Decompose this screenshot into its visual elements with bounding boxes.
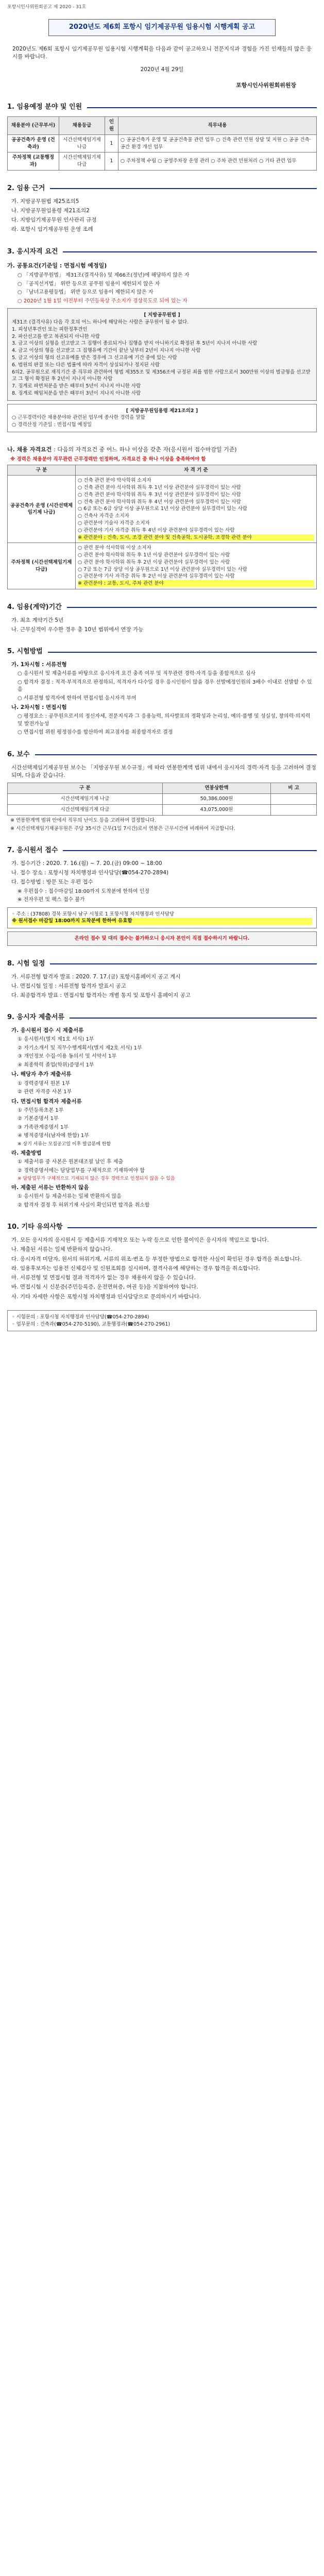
cell-grade: 시간선택제임기제 나급: [59, 134, 105, 152]
section-1-heading: [7, 103, 317, 112]
cell-grade: 시간선택제임기제 나급: [8, 793, 163, 804]
req-item: ○ 건축 관련 분야 박사학위 소지자: [78, 478, 151, 484]
deadline-highlight: ※ 원서접수 마감일 18:00까지 도착분에 한하여 유효함: [12, 918, 312, 925]
schedule-line: 다. 최종합격자 발표 : 면접시험 합격자는 개별 통지 및 포항시 홈페이지 공고: [11, 992, 191, 999]
law-line: 5. 금고 이상의 형의 선고유예를 받은 경우에 그 선고유예 기간 중에 있는 사람: [12, 355, 177, 361]
law-line: 7. 징계로 파면처분을 받은 때부터 5년이 지나지 아니한 사람: [12, 383, 141, 389]
salary-table: [7, 783, 317, 815]
law-line: 4. 금고 이상의 형을 선고받고 그 집행유예 기간이 끝난 날부터 2년이 지나지 아니한 사람: [12, 348, 201, 354]
ordinance-box-title: [ 지방공무원임용령 제21조의2 ]: [126, 408, 198, 414]
notice-line: 라. 임용후보자는 임용전 신체검사 및 신원조회를 실시하며, 결격사유에 해당하는 경우 합격을 취소합니다.: [11, 1265, 260, 1272]
cell-count: 1: [105, 152, 118, 171]
doc-group-a-heading: 가. 응시원서 접수 시 제출서류: [11, 1027, 84, 1034]
intro-text: 2020년도 제6회 포항시 임기제공무원 임용시험 시행계획을 다음과 같이 공고하오니 전문지식과 경험을 가진 인재들의 많은 응시를 바랍니다.: [12, 45, 312, 60]
exam-line: ○ 응시원서 및 제출서류를 바탕으로 응시자격 요건 충족 여부 및 직무관련 경력·자격 등을 종합적으로 심사: [18, 671, 256, 677]
section-4-heading: [7, 603, 317, 613]
doc-item: ① 주민등록초본 1부: [18, 1107, 64, 1113]
exam-line: ○ 서류전형 합격자에 한하여 면접시험 응시자격 부여: [18, 695, 137, 701]
section-5-heading: [7, 647, 317, 657]
req-item: ○ 7급 또는 7급 상당 이상 공무원으로 1년 이상 관련분야 실무경력이 있는 사람: [78, 566, 247, 572]
section-10-title: 10. 기타 유의사항: [7, 1223, 63, 1231]
doc-item: ① 응시원서(별지 제1호 서식) 1부: [18, 1037, 94, 1043]
cell-grade: 시간선택제임기제 다급: [8, 804, 163, 815]
doc-item: ① 제출서류 중 사본은 원본대조필 날인 후 제출: [18, 1159, 124, 1165]
section-8-heading: [7, 959, 317, 969]
qualification-note: ※ 경력은 채용분야 직무관련 근무경력만 인정하며, 자격요건 중 하나 이상을 충족하여야 함: [10, 456, 206, 462]
req-item: ○ 건축 관련 분야 석사학위 취득 후 1년 이상 관련분야 실무경력이 있는 사람: [78, 485, 241, 491]
notice-line: 다. 응시자격 미달자, 원서의 허위기재, 서류의 위조·변조 등 부정한 방법으로 합격한 사실이 확인된 경우 합격을 취소합니다.: [11, 1256, 302, 1262]
req-item: ○ 관련 분야 학사학위 취득 후 1년 이상 관련분야 실무경력이 있는 사람: [78, 552, 230, 558]
table-row: [8, 793, 317, 804]
cell-field: 주차정책 (시간선택제임기제 다급): [8, 543, 76, 589]
doc-item: ① 응시원서 등 제출서류는 일체 반환하지 않음: [18, 1194, 122, 1200]
req-item: ○ 관련 분야 학사학위 취득 후 2년 이상 관련분야 실무경력이 있는 사람: [78, 559, 230, 565]
table-row: [8, 152, 317, 171]
cell-grade: 시간선택제임기제 다급: [59, 152, 105, 171]
doc-number: 포항시인사위원회공고 제 2020 - 31호: [7, 5, 87, 10]
schedule-line: 가. 서류전형 합격자 발표 : 2020. 7. 17.(금) 포항시홈페이지 공고 게시: [11, 973, 181, 980]
notice-line: 나. 제출된 서류는 일체 반환하지 않습니다.: [11, 1246, 112, 1253]
doc-group-e-heading: 마. 제출된 서류는 반환하지 않음: [11, 1184, 89, 1191]
exam-line: ○ 합격자 결정 : 적격·부적격으로 판정하되, 적격자가 다수일 경우 응시인원이 많을 경우 선발예정인원의 3배수 이내로 선발할 수 있음: [18, 679, 312, 693]
req-item: ○ 관련분야 기사 자격증 취득 후 2년 이상 관련분야 실무경력이 있는 사람: [78, 573, 235, 580]
req-item: ○ 관련분야 기사 자격증 취득 후 4년 이상 관련분야 실무경력이 있는 사람: [78, 527, 235, 533]
doc-item: ② 기본증명서 1부: [18, 1116, 59, 1122]
exam-step2-heading: 나. 2차시험 : 면접시험: [11, 704, 67, 711]
salary-note: ※ 시간선택제임기제공무원은 주당 35시간 근무(1일 7시간)로서 연봉은 근무시간에 비례하여 지급합니다.: [10, 826, 235, 832]
table-row: [8, 134, 317, 152]
req-item: ○ 건축 관련 분야 학사학위 취득 후 3년 이상 관련분야 실무경력이 있는 사람: [78, 492, 241, 498]
col-header: 채용등급: [59, 117, 105, 135]
receipt-line: 가. 접수기간 : 2020. 7. 16.(월) ~ 7. 20.(금) 09:00 ~ 18:00: [11, 860, 162, 867]
cell-duty: ○ 주차정책 수립 ○ 공영주차장 운영 관리 ○ 주차 관련 민원처리 ○ 기타 관련 업무: [118, 152, 316, 171]
section-10-heading: [7, 1223, 317, 1232]
req-item: ○ 6급 또는 6급 상당 이상 공무원으로 1년 이상 관련분야 실무경력이 있는 사람: [78, 506, 247, 512]
col-header: 자 격 기 준: [76, 465, 317, 476]
receipt-subline: ※ 우편접수 : 접수마감일 18:00까지 도착분에 한하여 인정: [18, 888, 150, 894]
page-title: 2020년도 제6회 포항시 임기제공무원 임용시험 시행계획 공고: [48, 19, 276, 36]
receipt-line: 다. 접수방법 : 방문 또는 우편 접수: [11, 879, 93, 886]
term-line: 가. 최초 계약기간 5년: [11, 617, 64, 623]
exam-line: ○ 평정요소 : 공무원으로서의 정신자세, 전문지식과 그 응용능력, 의사발표의 정확성과 논리성, 예의·품행 및 성실성, 창의력·의지력 및 발전가능성: [18, 714, 311, 727]
exam-step1-heading: 가. 1차시험 : 서류전형: [11, 661, 67, 668]
section-7-title: 7. 응시원서 접수: [7, 846, 58, 855]
positions-table: [7, 116, 317, 171]
law-line: 6의2. 공무원으로 재직기간 중 직무와 관련하여 형법 제355조 및 제356조에 규정된 죄를 범한 사람으로서 300만원 이상의 벌금형을 선고받고 그 형이 확정된 후 2년이 지나지 아니한 사람: [12, 369, 311, 382]
cell-note: [271, 804, 317, 815]
doc-item: ④ 병적증명서(남자에 한함) 1부: [18, 1133, 89, 1139]
law-box: [7, 308, 317, 400]
cell-field: 공공건축가 운영 (시간선택제임기제 나급): [8, 476, 76, 543]
req-item: ○ 건축사 자격증 소지자: [78, 513, 129, 519]
col-header: 비 고: [271, 783, 317, 794]
section-4-title: 4. 임용(계약)기간: [7, 603, 62, 611]
law-line: 6. 법원의 판결 또는 다른 법률에 따라 자격이 상실되거나 정지된 사람: [12, 362, 160, 368]
col-header: 채용분야 (근무부서): [8, 117, 59, 135]
schedule-line: 나. 면접시험 일정 : 서류전형 합격자 발표시 공고: [11, 982, 126, 989]
salary-intro: 시간선택제임기제공무원 보수는 「지방공무원 보수규정」에 따라 연봉한계액 범위 내에서 응시자의 경력·자격 등을 고려하여 결정되며, 다음과 같습니다.: [11, 764, 316, 778]
basis-line: 가. 지방공무원법 제25조의5: [11, 198, 79, 205]
section-3-heading: [7, 247, 317, 257]
doc-item: ④ 최종학력 졸업(학위)증명서 1부: [18, 1062, 94, 1068]
table-row: [8, 804, 317, 815]
doc-group-c-heading: 다. 면접시험 합격자 제출서류: [11, 1098, 82, 1105]
warn-box: 온라인 접수 및 대리 접수는 불가하오니 응시자 본인이 직접 접수하시기 바랍니다.: [7, 931, 317, 946]
req-line: ○ 「공직선거법」 위반 등으로 공무원 임용이 제한되지 않은 자: [18, 281, 160, 287]
announce-date: 2020년 4월 29일: [140, 66, 184, 73]
req-line-residence: ○ 2020년 1월 1일 이전부터 주민등록상 주소지가 경상북도로 되어 있는 자: [18, 298, 187, 304]
salary-note: ※ 연봉한계액 범위 안에서 직무의 난이도 등을 고려하여 결정합니다.: [10, 817, 156, 823]
doc-item: ② 자기소개서 및 직무수행계획서(별지 제2호 서식) 1부: [18, 1045, 142, 1051]
cell-amount: 50,386,000원: [162, 793, 270, 804]
doc-item: ① 경력증명서 원본 1부: [18, 1080, 71, 1087]
receipt-subline: ※ 전자우편 및 팩스 접수 불가: [18, 897, 85, 903]
table-row: [8, 476, 317, 543]
req-line: ○ 「남녀고용평등법」 위반 등으로 임용이 제한되지 않은 자: [18, 290, 154, 296]
req-highlight: ※ 관련분야 : 건축, 도시, 조경 관련 분야 및 건축공학, 도시공학, 조경학 관련 분야: [78, 534, 314, 541]
notice-line: 사. 기타 자세한 사항은 포항시청 자치행정과 인사담당으로 문의하시기 바랍니다.: [11, 1293, 201, 1300]
law-box-title: [ 지방공무원법 ]: [144, 312, 180, 318]
address-text: ◦ 주소 : (37808) 경북 포항시 남구 시청로 1 포항시청 자치행정과 인사담당: [12, 911, 175, 917]
req-highlight: ※ 관련분야 : 교통, 도시, 주차 관련 분야: [78, 580, 314, 587]
section-6-heading: [7, 750, 317, 760]
exam-line: ○ 면접시험 위원 평정점수를 합산하여 최고점자를 최종합격자로 결정: [18, 730, 173, 736]
doc-item: ② 경력증명서에는 담당업무를 구체적으로 기재하여야 함: [18, 1167, 145, 1174]
doc-note: ※ 담당업무가 구체적으로 기재되지 않은 경우 경력으로 인정되지 않을 수 있음: [18, 1176, 175, 1182]
col-header: 직무내용: [118, 117, 316, 135]
law-line: 1. 피성년후견인 또는 피한정후견인: [12, 326, 88, 332]
ordinance-line: ○ 경력산정 기준일 : 면접시험 예정일: [12, 422, 92, 428]
cell-field: 주차정책 (교통행정과): [8, 152, 59, 171]
ordinance-box: [7, 404, 317, 432]
table-row: [8, 543, 317, 589]
basis-line: 다. 지방임기제공무원 인사관리 규정: [11, 217, 97, 224]
law-line: 8. 징계로 해임처분을 받은 때부터 3년이 지나지 아니한 사람: [12, 390, 141, 396]
section-9-title: 9. 응시자 제출서류: [7, 1013, 64, 1022]
col-header: 연봉상한액: [162, 783, 270, 794]
req-item: ○ 관련 분야 석사학위 이상 소지자: [78, 545, 151, 551]
doc-group-d-heading: 라. 제출방법: [11, 1149, 42, 1156]
notice-line: 바. 면접시험 시 신분증(주민등록증, 운전면허증, 여권 등)을 지참하여야 합니다.: [11, 1284, 198, 1291]
contact-line: ◦ 업무문의 : 건축과(☎054-270-5190), 교통행정과(☎054-270-2961): [12, 1321, 170, 1327]
cell-field: 공공건축가 운영 (건축과): [8, 134, 59, 152]
section-2-heading: [7, 184, 317, 194]
section-6-title: 6. 보수: [7, 750, 30, 758]
section-3-title: 3. 응시자격 요건: [7, 247, 58, 256]
req-item: ○ 건축 관련 분야 학사학위 취득 후 4년 이상 관련분야 실무경력이 있는 사람: [78, 499, 241, 505]
notice-line: 마. 서류전형 및 면접시험 결과 적격자가 없는 경우 채용하지 않을 수 있습니다.: [11, 1275, 196, 1281]
law-line: 3. 금고 이상의 실형을 선고받고 그 집행이 종료되거나 집행을 받지 아니하기로 확정된 후 5년이 지나지 아니한 사람: [12, 341, 258, 347]
cell-requirements: [76, 543, 317, 589]
common-req-heading: 가. 공통요건(기준일 : 면접시험 예정일): [7, 262, 107, 269]
cell-note: [271, 793, 317, 804]
col-header: 구 분: [8, 465, 76, 476]
law-line: 제31조 (결격사유) 다음 각 호의 어느 하나에 해당하는 사람은 공무원이 될 수 없다.: [12, 319, 189, 326]
doc-item: ③ 가족관계증명서 1부: [18, 1124, 69, 1130]
qualification-table: [7, 465, 317, 589]
section-1-title: 1. 임용예정 분야 및 인원: [7, 103, 82, 111]
cell-amount: 43,075,000원: [162, 804, 270, 815]
section-5-title: 5. 시험방법: [7, 648, 43, 656]
cell-duty: ○ 공공건축가 운영 및 공공건축물 관련 업무 ○ 건축 관련 민원 상담 및 지원 ○ 공공 건축·공간 환경 개선 업무: [118, 134, 316, 152]
req-line: ○ 「지방공무원법」 제31조(결격사유) 및 제66조(정년)에 해당하지 않은 자: [18, 273, 190, 279]
cell-requirements: [76, 476, 317, 543]
doc-item: ③ 개인정보 수집·이용 동의서 및 서약서 1부: [18, 1054, 117, 1060]
contact-box: [7, 1310, 317, 1332]
qualification-desc: : 다음의 자격요건 중 어느 하나 이상을 갖춘 자(응시원서 접수마감일 기준): [54, 446, 237, 453]
term-line: 나. 근무실적이 우수한 경우 총 10년 범위에서 연장 가능: [11, 626, 144, 633]
qualification-title: 나. 채용 자격요건: [7, 446, 52, 453]
cell-count: 1: [105, 134, 118, 152]
req-item: ○ 관련분야 기술사 자격증 소지자: [78, 520, 150, 526]
col-header: 구 분: [8, 783, 163, 794]
doc-group-b-heading: 나. 해당자 추가 제출서류: [11, 1071, 72, 1078]
notice-line: 가. 모든 응시자의 응시원서 등 제출서류 기재착오 또는 누락 등으로 인한 불이익은 응시자의 책임으로 합니다.: [11, 1237, 269, 1244]
law-line: 2. 파산선고를 받고 복권되지 아니한 사람: [12, 333, 100, 340]
basis-line: 나. 지방공무원임용령 제21조의2: [11, 207, 90, 214]
ordinance-line: ○ 근무경력이란 채용분야와 관련된 업무에 종사한 경력을 말함: [12, 415, 145, 421]
doc-item: ② 합격자 결정 후 허위기재 사실이 확인되면 합격을 취소함: [18, 1202, 150, 1208]
section-9-heading: [7, 1013, 317, 1023]
basis-line: 라. 포항시 임기제공무원 운영 조례: [11, 226, 93, 233]
col-header: 인원: [105, 117, 118, 135]
section-2-title: 2. 임용 근거: [7, 184, 45, 192]
contact-line: ◦ 시험문의 : 포항시청 자치행정과 인사담당(☎054-270-2894): [12, 1314, 149, 1320]
section-7-heading: [7, 846, 317, 856]
doc-item: ② 관련 자격증 사본 1부: [18, 1089, 72, 1095]
receipt-line: 나. 접수 장소 : 포항시청 자치행정과 인사담당(☎054-270-2894): [11, 870, 169, 876]
doc-note: ※ 상기 서류는 모집공고일 이후 발급분에 한함: [18, 1141, 111, 1147]
issuer: 포항시인사위원회위원장: [236, 81, 296, 89]
address-box: [7, 907, 317, 929]
section-8-title: 8. 시험 일정: [7, 959, 45, 968]
qualification-heading: [7, 446, 317, 454]
